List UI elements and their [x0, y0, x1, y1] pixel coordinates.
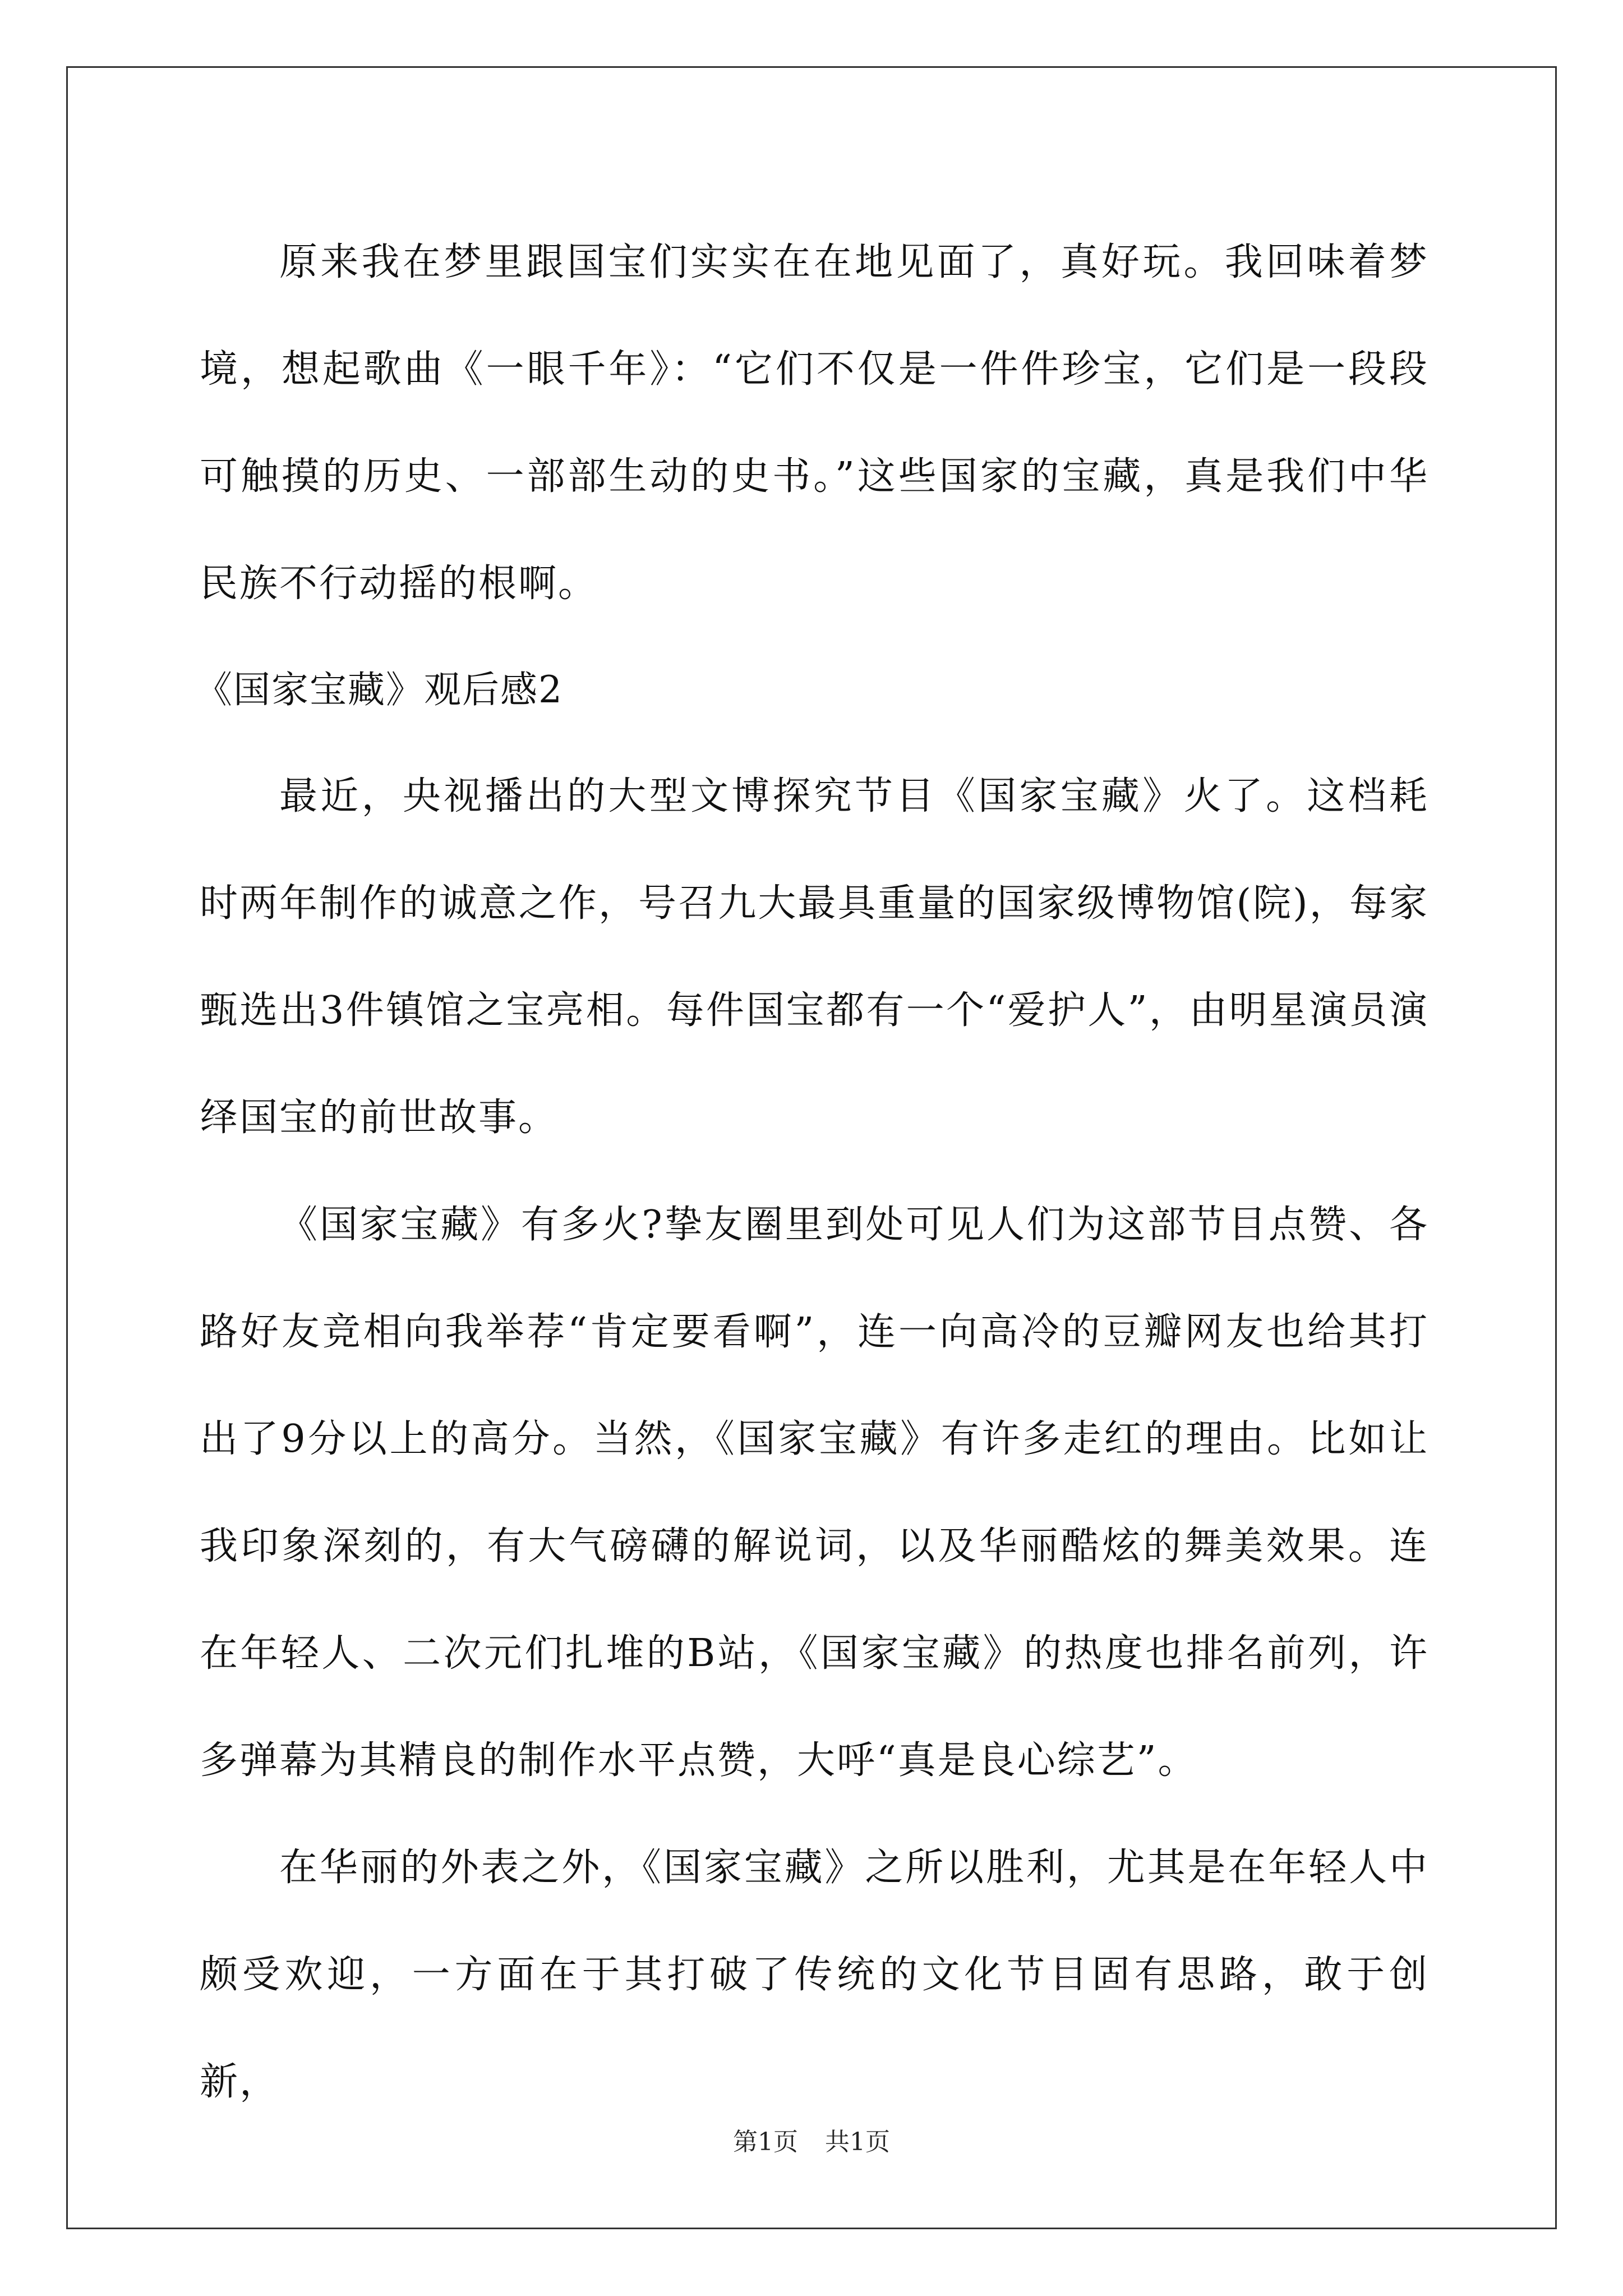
paragraph-2: 最近，央视播出的大型文博探究节目《国家宝藏》火了。这档耗时两年制作的诚意之作，号召九大最具重量的国家级博物馆(院)，每家甄选出3件镇馆之宝亮相。每件国宝都有一个“爱护人”，由明星演员演绎国宝的前世故事。 [200, 774, 1429, 1140]
paragraph-1: 原来我在梦里跟国宝们实实在在地见面了，真好玩。我回味着梦境，想起歌曲《一眼千年》：“它们不仅是一件件珍宝，它们是一段段可触摸的历史、一部部生动的史书。”这些国家的宝藏，真是我们中华民族不行动摇的根啊。 [200, 240, 1429, 606]
page-number: 第1页 [733, 2128, 798, 2156]
section-heading: 《国家宝藏》观后感2 [195, 668, 563, 711]
document-body [195, 209, 1429, 2136]
paragraph-3: 《国家宝藏》有多火?挚友圈里到处可见人们为这部节目点赞、各路好友竞相向我举荐“肯定要看啊”，连一向高冷的豆瓣网友也给其打出了9分以上的高分。当然，《国家宝藏》有许多走红的理由。比如让我印象深刻的，有大气磅礴的解说词，以及华丽酷炫的舞美效果。连在年轻人、二次元们扎堆的B站，《国家宝藏》的热度也排名前列，许多弹幕为其精良的制作水平点赞，大呼“真是良心综艺”。 [200, 1203, 1429, 1783]
page-footer [0, 2122, 1623, 2157]
page-total: 共1页 [825, 2128, 890, 2156]
paragraph-4: 在华丽的外表之外，《国家宝藏》之所以胜利，尤其是在年轻人中颇受欢迎，一方面在于其打破了传统的文化节目固有思路，敢于创新， [200, 1846, 1429, 2104]
